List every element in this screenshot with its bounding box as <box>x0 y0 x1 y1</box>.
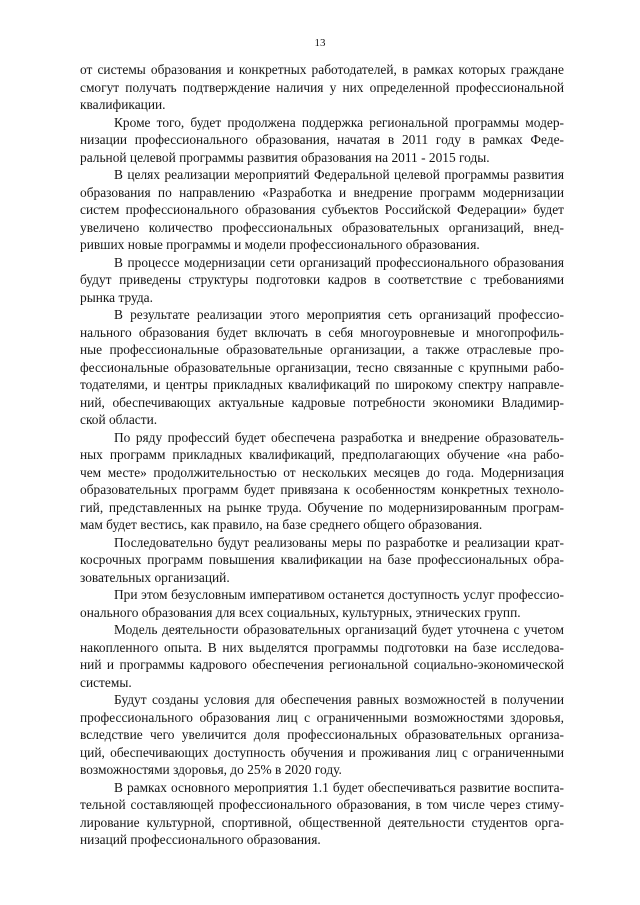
paragraph <box>80 166 564 254</box>
paragraph <box>80 534 564 587</box>
text-line: вследствие чего увеличится доля профессиональных образовательных организа- <box>80 727 564 742</box>
text-line: фессиональные образовательные организации, тесно связанные с крупными рабо- <box>80 359 564 375</box>
text-line: образовательных программ будет привязана к особенностям конкретных техноло- <box>80 482 564 497</box>
text-line: ний и программы кадрового обеспечения региональной социально-экономической <box>80 657 564 672</box>
text-line: В результате реализации этого мероприятия сеть организаций профессио- <box>114 307 564 322</box>
text-line: лирование культурной, спортивной, общественной деятельности студентов орга- <box>80 814 564 830</box>
body-text <box>80 61 564 849</box>
text-line: будут приведены структуры подготовки кадров в соответствие с требованиями <box>80 272 564 287</box>
paragraph <box>80 621 564 691</box>
text-line: увеличено количество профессиональных образовательных организаций, внед- <box>80 219 564 235</box>
text-line: При этом безусловным императивом останется доступность услуг профессио- <box>114 587 564 602</box>
text-line: образования по направлению «Разработка и внедрение программ модернизации <box>80 184 564 200</box>
text-line: мам будет вестись, как правило, на базе среднего общего образования. <box>80 517 483 532</box>
text-line: ральной целевой программы развития образования на 2011 - 2015 годы. <box>80 149 490 165</box>
paragraph <box>80 779 564 849</box>
text-line: Кроме того, будет продолжена поддержка региональной программы модер- <box>114 114 564 130</box>
text-line: ных программ прикладных квалификаций, предполагающих обучение «на рабо- <box>80 447 564 462</box>
text-line: гий, представленных на рынке труда. Обучение по модернизированным програм- <box>80 499 564 515</box>
text-line: возможностями здоровья, до 25% в 2020 году. <box>80 762 342 777</box>
text-line: низаций профессионального образования. <box>80 832 321 847</box>
text-line: В процессе модернизации сети организаций профессионального образования <box>114 254 564 270</box>
text-line: низации профессионального образования, начатая в 2011 году в рамках Феде- <box>80 132 564 147</box>
text-line: онального образования для всех социальных, культурных, этнических групп. <box>80 604 521 620</box>
text-line: тельной составляющей профессионального образования, в том числе через стиму- <box>80 797 564 812</box>
paragraph <box>80 586 564 621</box>
text-line: ний, обеспечивающих актуальные кадровые потребности экономики Владимир- <box>80 394 564 410</box>
paragraph <box>80 114 564 167</box>
text-line: ций, обеспечивающих доступность обучения и проживания лиц с ограниченными <box>80 744 564 760</box>
paragraph <box>80 306 564 429</box>
text-line: ривших новые программы и модели профессионального образования. <box>80 237 480 252</box>
text-line: Модель деятельности образовательных организаций будет уточнена с учетом <box>114 622 564 637</box>
paragraph <box>80 61 564 114</box>
text-line: смогут получать подтверждение наличия у них определенной профессиональной <box>80 79 564 95</box>
paragraph <box>80 691 564 779</box>
text-line: нального образования будет включать в себя многоуровневые и многопрофиль- <box>80 324 564 340</box>
text-line: Будут созданы условия для обеспечения равных возможностей в получении <box>114 692 564 707</box>
text-line: косрочных программ повышения квалификации на базе профессиональных обра- <box>80 552 564 567</box>
text-line: системы. <box>80 674 132 690</box>
text-line: Последовательно будут реализованы меры по разработке и реализации крат- <box>114 534 564 550</box>
text-line: систем профессионального образования субъектов Российской Федерации» будет <box>80 202 564 217</box>
paragraph <box>80 429 564 534</box>
page-number: 13 <box>314 37 326 49</box>
text-line: По ряду профессий будет обеспечена разработка и внедрение образователь- <box>114 429 564 445</box>
paragraph <box>80 254 564 307</box>
text-line: квалификации. <box>80 97 166 112</box>
text-line: профессионального образования лиц с ограниченными возможностями здоровья, <box>80 709 564 725</box>
text-line: ные профессиональные образовательные организации, а также отраслевые про- <box>80 342 564 357</box>
text-line: от системы образования и конкретных работодателей, в рамках которых граждане <box>80 62 564 77</box>
text-line: зовательных организаций. <box>80 569 230 585</box>
text-line: В целях реализации мероприятий Федеральной целевой программы развития <box>114 167 564 182</box>
text-line: тодателями, и центры прикладных квалификаций по широкому спектру направле- <box>80 377 564 392</box>
text-line: чем месте» продолжительностью от нескольких месяцев до года. Модернизация <box>80 464 564 480</box>
text-line: ской области. <box>80 412 158 427</box>
text-line: накопленного опыта. В них выделятся программы подготовки на базе исследова- <box>80 639 564 655</box>
text-line: В рамках основного мероприятия 1.1 будет обеспечиваться развитие воспита- <box>114 779 564 795</box>
text-line: рынка труда. <box>80 289 153 305</box>
